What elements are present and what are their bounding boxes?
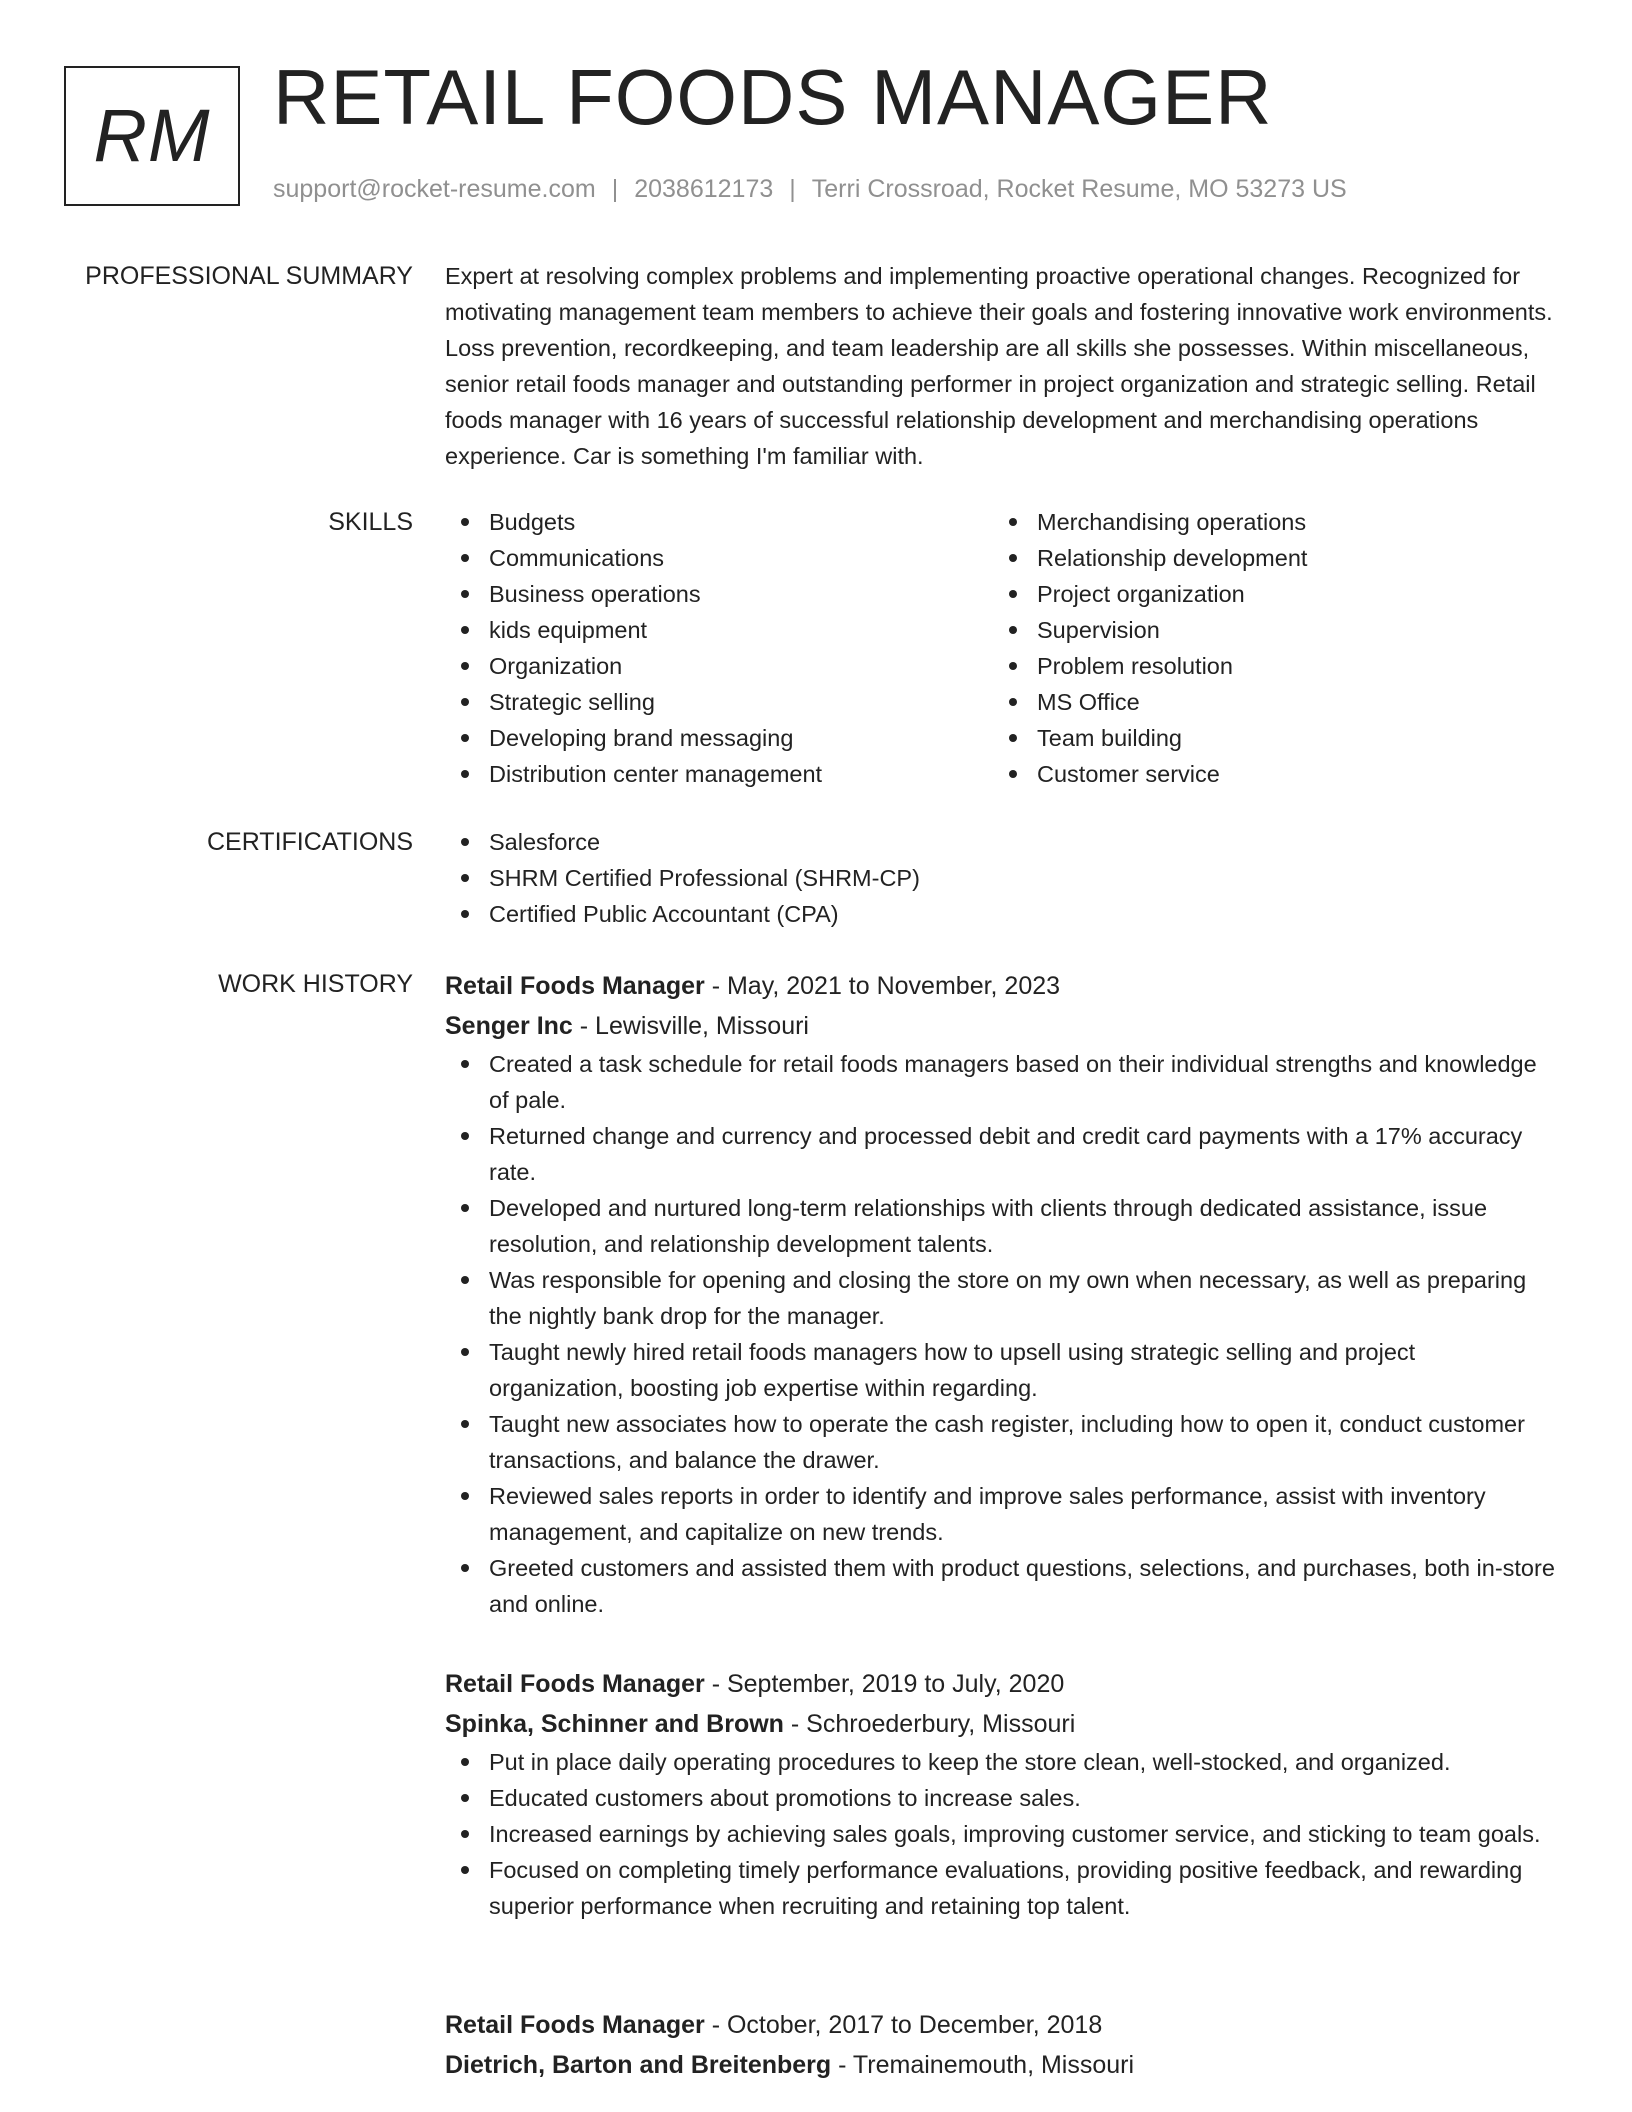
job-duty-item: Put in place daily operating procedures to keep the store clean, well-stocked, and organized. [445,1744,1555,1780]
job-location: - Tremainemouth, Missouri [831,2051,1135,2079]
contact-address: Terri Crossroad, Rocket Resume, MO 53273 US [811,175,1347,203]
skills-list-right [993,504,1541,792]
job-duty-item: Was responsible for opening and closing the store on my own when necessary, as well as preparing the nightly bank drop for the manager. [445,1262,1555,1334]
job-duty-item: Greeted customers and assisted them with product questions, selections, and purchases, both in-store and online. [445,1550,1555,1622]
job-duty-item: Taught newly hired retail foods managers how to upsell using strategic selling and project organization, boosting job expertise within regarding. [445,1334,1555,1406]
contact-separator: | [789,175,796,203]
job-location: - Schroederbury, Missouri [783,1710,1076,1738]
skill-item: Merchandising operations [993,504,1541,540]
summary-heading: PROFESSIONAL SUMMARY [85,262,413,290]
certifications-body [445,824,1555,932]
job-entry [445,966,1555,1622]
job-title: Retail Foods Manager [445,972,705,1000]
job-company-line [445,1006,1555,1046]
job-duties-list [445,1744,1555,1924]
skill-item: Distribution center management [445,756,993,792]
job-company: Dietrich, Barton and Breitenberg [445,2051,832,2079]
skill-item: Strategic selling [445,684,993,720]
job-title-line [445,2005,1555,2045]
job-duty-item: Developed and nurtured long-term relationships with clients through dedicated assistance, issue resolution, and relationship development talents. [445,1190,1555,1262]
job-entry [445,1664,1555,1924]
certifications-heading: CERTIFICATIONS [206,828,413,856]
skill-item: Project organization [993,576,1541,612]
skill-item: Communications [445,540,993,576]
skill-item: Supervision [993,612,1541,648]
work-history-heading: WORK HISTORY [218,970,413,998]
initials-monogram [64,66,240,206]
job-duties-list [445,1046,1555,1622]
job-duty-item: Taught new associates how to operate the cash register, including how to open it, conduct customer transactions, and balance the drawer. [445,1406,1555,1478]
skill-item: Relationship development [993,540,1541,576]
job-dates: - May, 2021 to November, 2023 [704,972,1061,1000]
skill-item: MS Office [993,684,1541,720]
skill-item: Problem resolution [993,648,1541,684]
contact-separator: | [611,175,619,203]
summary-body [445,258,1555,474]
skill-item: Team building [993,720,1541,756]
job-title: Retail Foods Manager [445,1670,705,1698]
job-duty-item: Returned change and currency and processed debit and credit card payments with a 17% accuracy rate. [445,1118,1555,1190]
job-entry [445,2005,1555,2085]
job-duty-item: Increased earnings by achieving sales goals, improving customer service, and sticking to team goals. [445,1816,1555,1852]
job-company: Spinka, Schinner and Brown [445,1710,784,1738]
skills-list-left [445,504,993,792]
skill-item: Organization [445,648,993,684]
certification-item: Certified Public Accountant (CPA) [445,896,1555,932]
job-duty-item: Focused on completing timely performance evaluations, providing positive feedback, and rewarding superior performance when recruiting and retaining top talent. [445,1852,1555,1924]
skills-body [445,504,1555,792]
certification-item: SHRM Certified Professional (SHRM-CP) [445,860,1555,896]
initials-text: RM [93,94,211,177]
skill-item: Customer service [993,756,1541,792]
job-title-line [445,966,1555,1006]
job-duty-item: Reviewed sales reports in order to identify and improve sales performance, assist with inventory management, and capitalize on new trends. [445,1478,1555,1550]
skill-item: Business operations [445,576,993,612]
contact-line [273,174,1347,204]
certifications-list [445,824,1555,932]
job-dates: - October, 2017 to December, 2018 [704,2011,1103,2039]
skill-item: Developing brand messaging [445,720,993,756]
job-company-line [445,1704,1555,1744]
job-company: Senger Inc [445,1012,573,1040]
skills-heading: SKILLS [328,508,413,536]
summary-text: Expert at resolving complex problems and implementing proactive operational changes. Recognized for motivating management team members to achieve their goals and fostering innovative work environments. Loss prevention, recordkeeping, and team leadership are all skills she possesses. Within miscellaneous, senior retail foods manager and outstanding performer in project organization and strategic selling. Retail foods manager with 16 years of successful relationship development and merchandising operations experience. Car is something I'm familiar with. [445,263,1553,469]
job-duty-item: Educated customers about promotions to increase sales. [445,1780,1555,1816]
job-company-line [445,2045,1555,2085]
contact-phone[interactable]: 2038612173 [634,175,774,203]
job-title: Retail Foods Manager [445,2011,705,2039]
job-dates: - September, 2019 to July, 2020 [704,1670,1065,1698]
job-duty-item: Created a task schedule for retail foods managers based on their individual strengths and knowledge of pale. [445,1046,1555,1118]
certification-item: Salesforce [445,824,1555,860]
page-title: RETAIL FOODS MANAGER [273,53,1273,141]
skill-item: Budgets [445,504,993,540]
contact-email[interactable]: support@rocket-resume.com [273,175,596,203]
skill-item: kids equipment [445,612,993,648]
job-location: - Lewisville, Missouri [572,1012,809,1040]
job-title-line [445,1664,1555,1704]
